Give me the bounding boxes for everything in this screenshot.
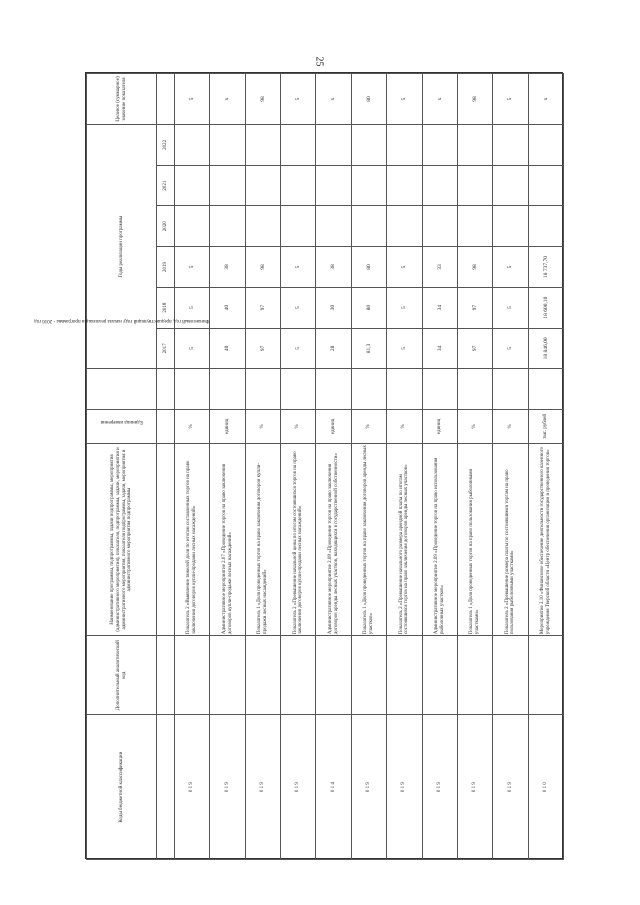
name-cell: Показатель 2 «Превышение начальной цены по итогам состоявшихся торгов на право заключения договоров купли-продажи лесных насаждений»: [281, 443, 316, 635]
year-2022: 2022: [157, 125, 175, 166]
unit-header: Единица измерения: [87, 409, 157, 443]
year-2017: 2017: [157, 328, 175, 369]
year-value-cell: [281, 125, 316, 166]
year-value-cell: [245, 165, 280, 206]
additional-code-cell: [210, 636, 245, 715]
year-value-cell: 5: [281, 247, 316, 288]
fin-cell: [281, 369, 316, 410]
year-value-cell: [245, 125, 280, 166]
final-value-cell: x: [528, 74, 563, 125]
additional-code-cell: [175, 636, 210, 715]
year-value-cell: [457, 206, 492, 247]
unit-cell: %: [351, 409, 386, 443]
table-row: [422, 74, 457, 860]
year-value-cell: 40: [210, 287, 245, 328]
year-value-cell: [316, 206, 351, 247]
table-row: [175, 74, 210, 860]
year-value-cell: 97: [457, 287, 492, 328]
year-value-cell: [493, 165, 528, 206]
final-value-cell: x: [210, 74, 245, 125]
table-row: [281, 74, 316, 860]
year-value-cell: [175, 206, 210, 247]
fin-cell: [387, 369, 422, 410]
unit-cell: %: [457, 409, 492, 443]
year-value-cell: [457, 165, 492, 206]
year-value-cell: 80: [351, 247, 386, 288]
table-row: [493, 74, 528, 860]
year-value-cell: [316, 125, 351, 166]
additional-code-cell: [351, 636, 386, 715]
unit-cell: %: [175, 409, 210, 443]
year-value-cell: [281, 165, 316, 206]
year-value-cell: 38: [210, 247, 245, 288]
year-value-cell: 18 846,00: [528, 328, 563, 369]
year-value-cell: [175, 165, 210, 206]
year-value-cell: 5: [387, 328, 422, 369]
program-table: [33, 73, 564, 860]
table-row: [210, 74, 245, 860]
name-cell: Показатель 2 «Превышение размера платы по состоявшимся торгам на право пользования рыболовными участками»: [493, 443, 528, 635]
additional-code-cell: [387, 636, 422, 715]
year-2021: 2021: [157, 165, 175, 206]
code-cell: 0 1 9: [175, 715, 210, 860]
final-value-cell: x: [422, 74, 457, 125]
year-2019: 2019: [157, 247, 175, 288]
year-value-cell: 5: [387, 287, 422, 328]
code-cell: 0 1 9: [457, 715, 492, 860]
year-value-cell: [351, 125, 386, 166]
year-value-cell: 38: [316, 247, 351, 288]
year-value-cell: [351, 206, 386, 247]
fin-cell: [528, 369, 563, 410]
year-value-cell: 5: [175, 287, 210, 328]
year-value-cell: [457, 125, 492, 166]
unit-cell: единиц: [210, 409, 245, 443]
fin-cell: [245, 369, 280, 410]
year-value-cell: 33: [422, 247, 457, 288]
name-cell: Показатель 1 «Доля проведенных торгов на право пользования рыболовными участками»: [457, 443, 492, 635]
year-value-cell: 18 737,70: [528, 247, 563, 288]
final-header: Целевое (суммарное) значение показателя: [87, 74, 157, 125]
year-value-cell: 28: [316, 328, 351, 369]
year-value-cell: 5: [281, 328, 316, 369]
final-value-cell: 5: [281, 74, 316, 125]
year-value-cell: 5: [493, 287, 528, 328]
year-value-cell: [387, 165, 422, 206]
year-value-cell: 40: [210, 328, 245, 369]
code-cell: 0 1 9: [210, 715, 245, 860]
unit-cell: единиц: [316, 409, 351, 443]
codes-header: Коды бюджетной классификации: [87, 715, 157, 860]
fin-year-header: Финансовый год, предшествующий году начала реализации программы - 2016 год: [87, 369, 157, 410]
year-value-cell: 30: [316, 287, 351, 328]
year-value-cell: [493, 206, 528, 247]
unit-cell: %: [493, 409, 528, 443]
name-header: Наименование программы, подпрограммы, задачи подпрограммы, мероприятия (административного мероприятия), показателя, подпрограммы, задачи, мероприятия и административного мероприятия, показателя подпрограммы, задачи, мероприятия и административного мероприятия подпрограммы: [87, 443, 157, 635]
year-value-cell: [528, 206, 563, 247]
year-value-cell: [210, 206, 245, 247]
year-value-cell: [387, 125, 422, 166]
unit-cell: %: [387, 409, 422, 443]
year-value-cell: [175, 125, 210, 166]
name-cell: Показатель 2 «Выявление тяжелой доли по итогам составленных торгов на право заключения договоров купли-продажи лесных насаждений»: [175, 443, 210, 635]
table-row: [351, 74, 386, 860]
table-row: [316, 74, 351, 860]
year-value-cell: [210, 125, 245, 166]
year-value-cell: [281, 206, 316, 247]
year-value-cell: 81,3: [351, 328, 386, 369]
year-value-cell: 97: [457, 328, 492, 369]
final-value-cell: 98: [457, 74, 492, 125]
year-value-cell: 34: [422, 328, 457, 369]
year-value-cell: 5: [175, 328, 210, 369]
name-cell: Административное мероприятие 2.07 «Проведение торгов на право заключения договоров купли-продажи лесных насаждений»: [210, 443, 245, 635]
year-value-cell: 97: [245, 287, 280, 328]
year-value-cell: 34: [422, 287, 457, 328]
final-value-cell: 5: [387, 74, 422, 125]
final-value-cell: 98: [245, 74, 280, 125]
year-value-cell: [528, 165, 563, 206]
final-value-cell: 5: [493, 74, 528, 125]
year-value-cell: [493, 125, 528, 166]
additional-code-header: Дополнительный аналитический код: [87, 636, 157, 715]
year-value-cell: 5: [175, 247, 210, 288]
year-value-cell: 97: [245, 328, 280, 369]
name-cell: Показатель 1 «Доля проведенных торгов на право заключения договоров купли-продажи лесных насаждений»: [245, 443, 280, 635]
fin-cell: [457, 369, 492, 410]
table-row: [528, 74, 563, 860]
unit-cell: %: [281, 409, 316, 443]
code-cell: 0 1 0: [528, 715, 563, 860]
year-2020: 2020: [157, 206, 175, 247]
table-row: [457, 74, 492, 860]
year-value-cell: [422, 165, 457, 206]
year-value-cell: 18 600,10: [528, 287, 563, 328]
year-value-cell: [351, 165, 386, 206]
years-header: Годы реализации программы: [87, 125, 157, 369]
additional-code-cell: [493, 636, 528, 715]
table-row: [387, 74, 422, 860]
additional-code-cell: [281, 636, 316, 715]
year-value-cell: 5: [493, 328, 528, 369]
year-value-cell: 5: [281, 287, 316, 328]
year-value-cell: [422, 206, 457, 247]
unit-cell: %: [245, 409, 280, 443]
additional-code-cell: [316, 636, 351, 715]
fin-cell: [210, 369, 245, 410]
year-value-cell: 5: [387, 247, 422, 288]
year-value-cell: 98: [457, 247, 492, 288]
additional-code-cell: [457, 636, 492, 715]
table-row: [245, 74, 280, 860]
fin-cell: [493, 369, 528, 410]
additional-code-cell: [422, 636, 457, 715]
unit-cell: единиц: [422, 409, 457, 443]
final-value-cell: 5: [175, 74, 210, 125]
name-cell: Показатель 1 «Доля проведенных торгов на право заключения договоров аренды лесных участков»: [351, 443, 386, 635]
year-value-cell: [210, 165, 245, 206]
year-value-cell: [528, 125, 563, 166]
code-cell: 0 1 9: [245, 715, 280, 860]
code-cell: 0 1 9: [281, 715, 316, 860]
year-value-cell: [245, 206, 280, 247]
unit-cell: тыс. рублей: [528, 409, 563, 443]
name-cell: Мероприятие 2.10 «Финансовое обеспечение деятельности государственного казенного учреждения Тверской области «Центр обеспечения организации и проведения торгов»: [528, 443, 563, 635]
name-cell: Показатель 2 «Превышение начального размера арендной платы по итогам состоявшихся торгов на право заключения договоров аренды лесных участков»: [387, 443, 422, 635]
code-cell: 0 1 9: [387, 715, 422, 860]
fin-cell: [422, 369, 457, 410]
final-value-cell: 80: [351, 74, 386, 125]
year-2018: 2018: [157, 287, 175, 328]
code-cell: 0 1 9: [422, 715, 457, 860]
year-value-cell: 5: [493, 247, 528, 288]
year-value-cell: 98: [245, 247, 280, 288]
fin-cell: [351, 369, 386, 410]
code-cell: 0 1 9: [351, 715, 386, 860]
additional-code-cell: [528, 636, 563, 715]
document-table: [33, 72, 563, 859]
additional-code-cell: [245, 636, 280, 715]
name-cell: Административное мероприятие 2.09 «Проведение торгов на право использования рыболовных участков»: [422, 443, 457, 635]
year-value-cell: [316, 165, 351, 206]
code-cell: 0 1 4: [316, 715, 351, 860]
name-cell: Административное мероприятие 2.08 «Проведение торгов на право заключения договоров аренды лесных участков, находящихся в государственной собственности»: [316, 443, 351, 635]
fin-cell: [175, 369, 210, 410]
year-value-cell: 80: [351, 287, 386, 328]
final-value-cell: x: [316, 74, 351, 125]
fin-cell: [316, 369, 351, 410]
year-value-cell: [422, 125, 457, 166]
year-value-cell: [387, 206, 422, 247]
page-number: 25: [313, 56, 325, 67]
code-cell: 0 1 9: [493, 715, 528, 860]
